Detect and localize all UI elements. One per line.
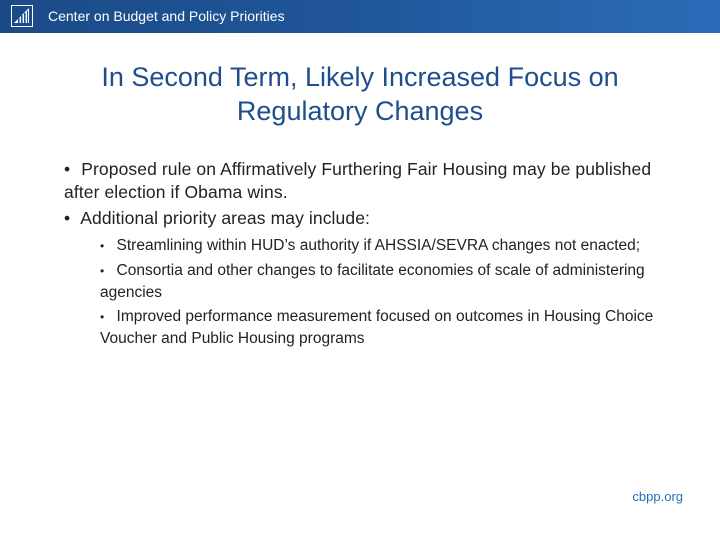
bullet-text: Proposed rule on Affirmatively Furthering Fair Housing may be published after election if Obama wins.	[64, 159, 652, 202]
sub-bullet-marker: •	[100, 264, 105, 278]
bullet-text: Additional priority areas may include:	[80, 208, 371, 228]
sub-bullet-marker: •	[100, 239, 105, 253]
sub-bullet-text: Streamlining within HUD’s authority if AHSSIA/SEVRA changes not enacted;	[116, 237, 641, 254]
header-bar	[0, 0, 720, 33]
sub-bullet-item	[100, 260, 674, 303]
bullet-item	[64, 207, 674, 230]
sub-bullet-item	[100, 306, 674, 349]
bullet-marker: •	[64, 208, 71, 228]
bullet-marker: •	[64, 159, 71, 179]
footer-site-link[interactable]: cbpp.org	[632, 489, 683, 504]
sub-bullet-marker: •	[100, 310, 105, 324]
sub-bullet-item	[100, 235, 674, 257]
cbpp-building-logo-icon	[11, 5, 33, 27]
bullet-item	[64, 158, 674, 204]
sub-bullet-text: Improved performance measurement focused on outcomes in Housing Choice Voucher and Public Housing programs	[100, 308, 654, 347]
org-name: Center on Budget and Policy Priorities	[48, 8, 285, 24]
slide-body	[64, 158, 674, 352]
sub-bullet-list	[100, 235, 674, 349]
slide-title: In Second Term, Likely Increased Focus on Regulatory Changes	[101, 62, 619, 126]
sub-bullet-text: Consortia and other changes to facilitate economies of scale of administering agencies	[100, 262, 645, 301]
